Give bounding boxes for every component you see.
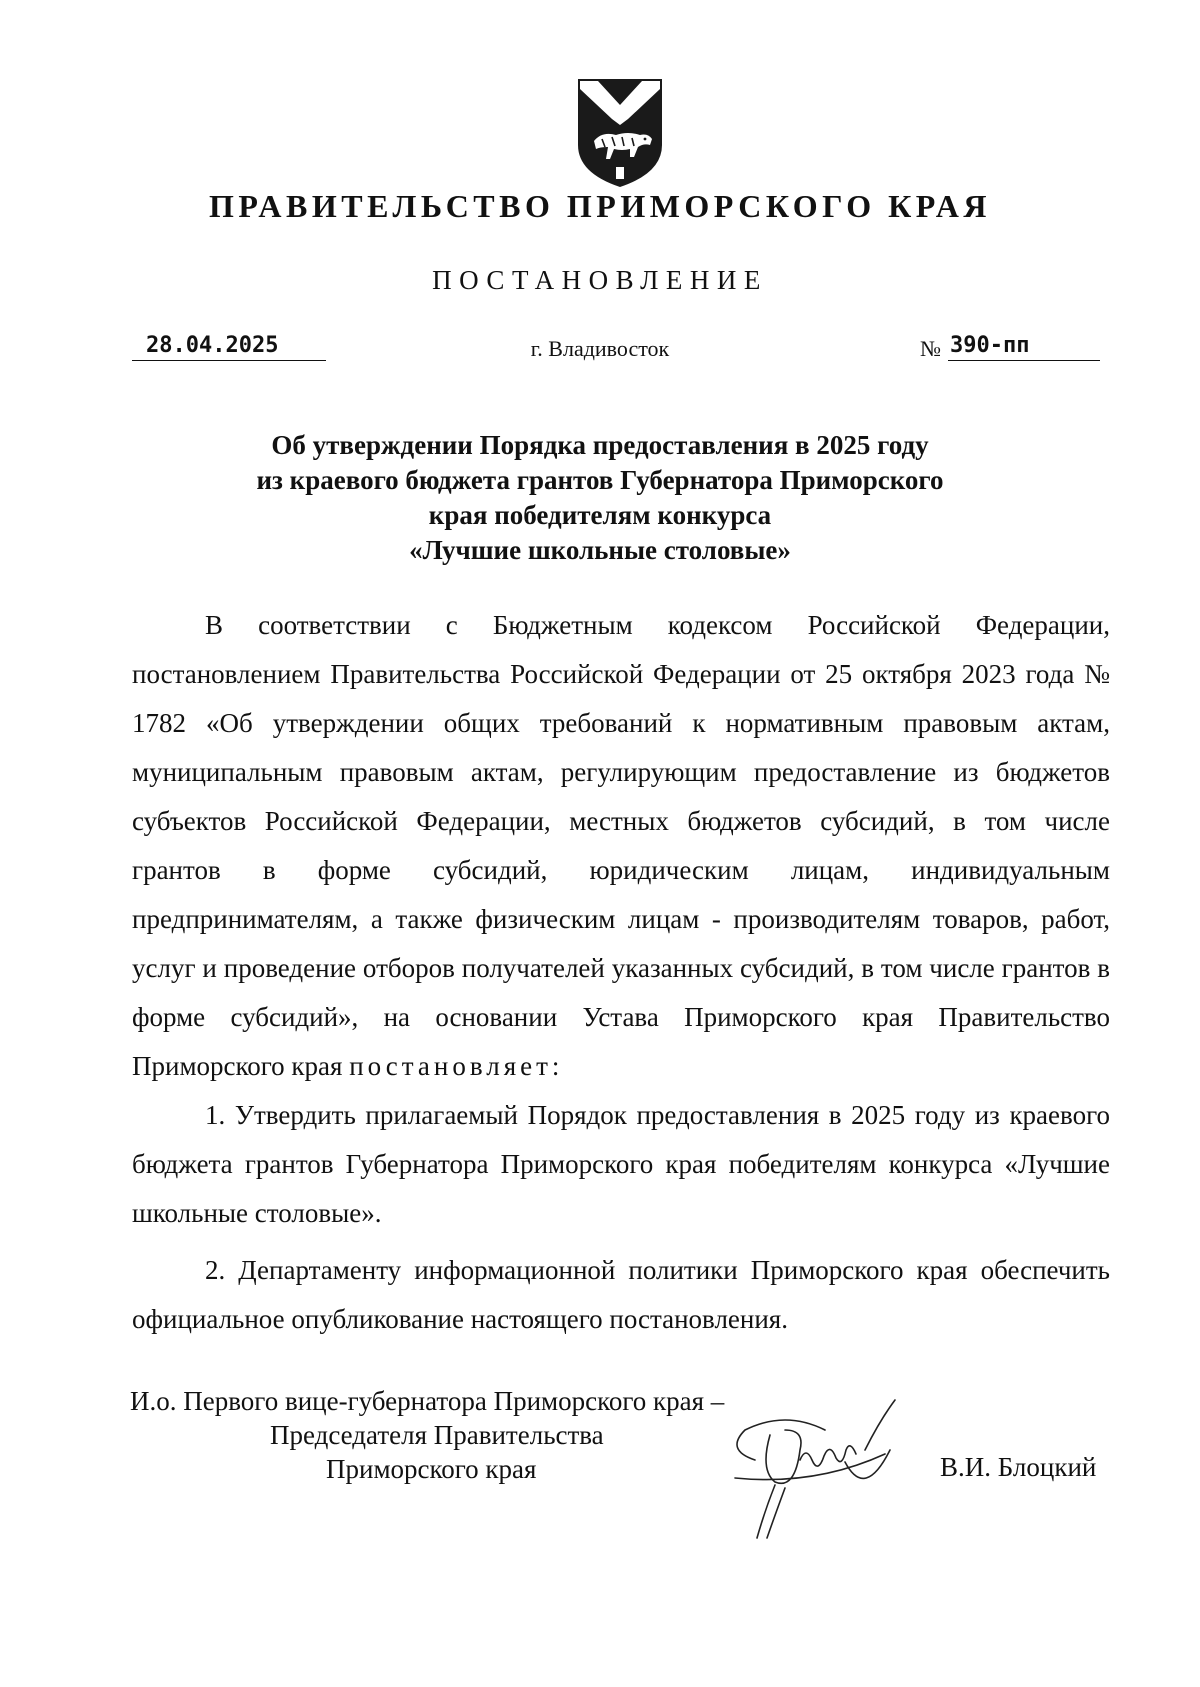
resolves-word: постановляет:	[349, 1051, 564, 1081]
document-number: 390-пп	[950, 333, 1030, 358]
document-date: 28.04.2025	[146, 333, 279, 358]
position-line: И.о. Первого вице-губернатора Приморского края –	[130, 1386, 725, 1416]
document-city: г. Владивосток	[530, 336, 670, 361]
document-subject	[0, 428, 1200, 568]
preamble-text: В соответствии с Бюджетным кодексом Российской Федерации, постановлением Правительства Российской Федерации от 25 октября 2023 года № 1782 «Об утверждении общих требований к нормативным правовым актам, муниципальным правовым актам, регулирующим предоставление из бюджетов субъектов Российской Федерации, местных бюджетов субсидий, в том числе грантов в форме субсидий, юридическим лицам, индивидуальным предпринимателям, а также физическим лицам - производителям товаров, работ, услуг и проведение отборов получателей указанных субсидий, в том числе грантов в форме субсидий», на основании Устава Приморского края Правительство Приморского края	[132, 610, 1110, 1081]
number-sign: №	[920, 336, 941, 361]
preamble-paragraph	[132, 601, 1110, 1091]
subject-line: Об утверждении Порядка предоставления в 2025 году	[271, 430, 929, 460]
number-underline	[948, 360, 1100, 361]
position-line: Приморского края	[326, 1454, 537, 1484]
subject-line: края победителям конкурса	[428, 500, 772, 530]
subject-line: «Лучшие школьные столовые»	[409, 535, 791, 565]
item-paragraph: 1. Утвердить прилагаемый Порядок предоставления в 2025 году из краевого бюджета грантов Губернатора Приморского края победителям конкурса «Лучшие школьные столовые».	[132, 1100, 1110, 1228]
document-type: ПОСТАНОВЛЕНИЕ	[432, 265, 768, 295]
item-paragraph: 2. Департаменту информационной политики Приморского края обеспечить официальное опубликование настоящего постановления.	[132, 1255, 1110, 1334]
document-body	[132, 601, 1110, 1344]
subject-line: из краевого бюджета грантов Губернатора Приморского	[256, 465, 944, 495]
handwritten-signature-icon	[715, 1390, 935, 1540]
signatory-name: В.И. Блоцкий	[940, 1452, 1097, 1482]
position-line: Председателя Правительства	[270, 1420, 604, 1450]
coat-of-arms-icon	[572, 75, 668, 189]
government-title: ПРАВИТЕЛЬСТВО ПРИМОРСКОГО КРАЯ	[209, 188, 991, 224]
signatory-position	[130, 1384, 790, 1486]
